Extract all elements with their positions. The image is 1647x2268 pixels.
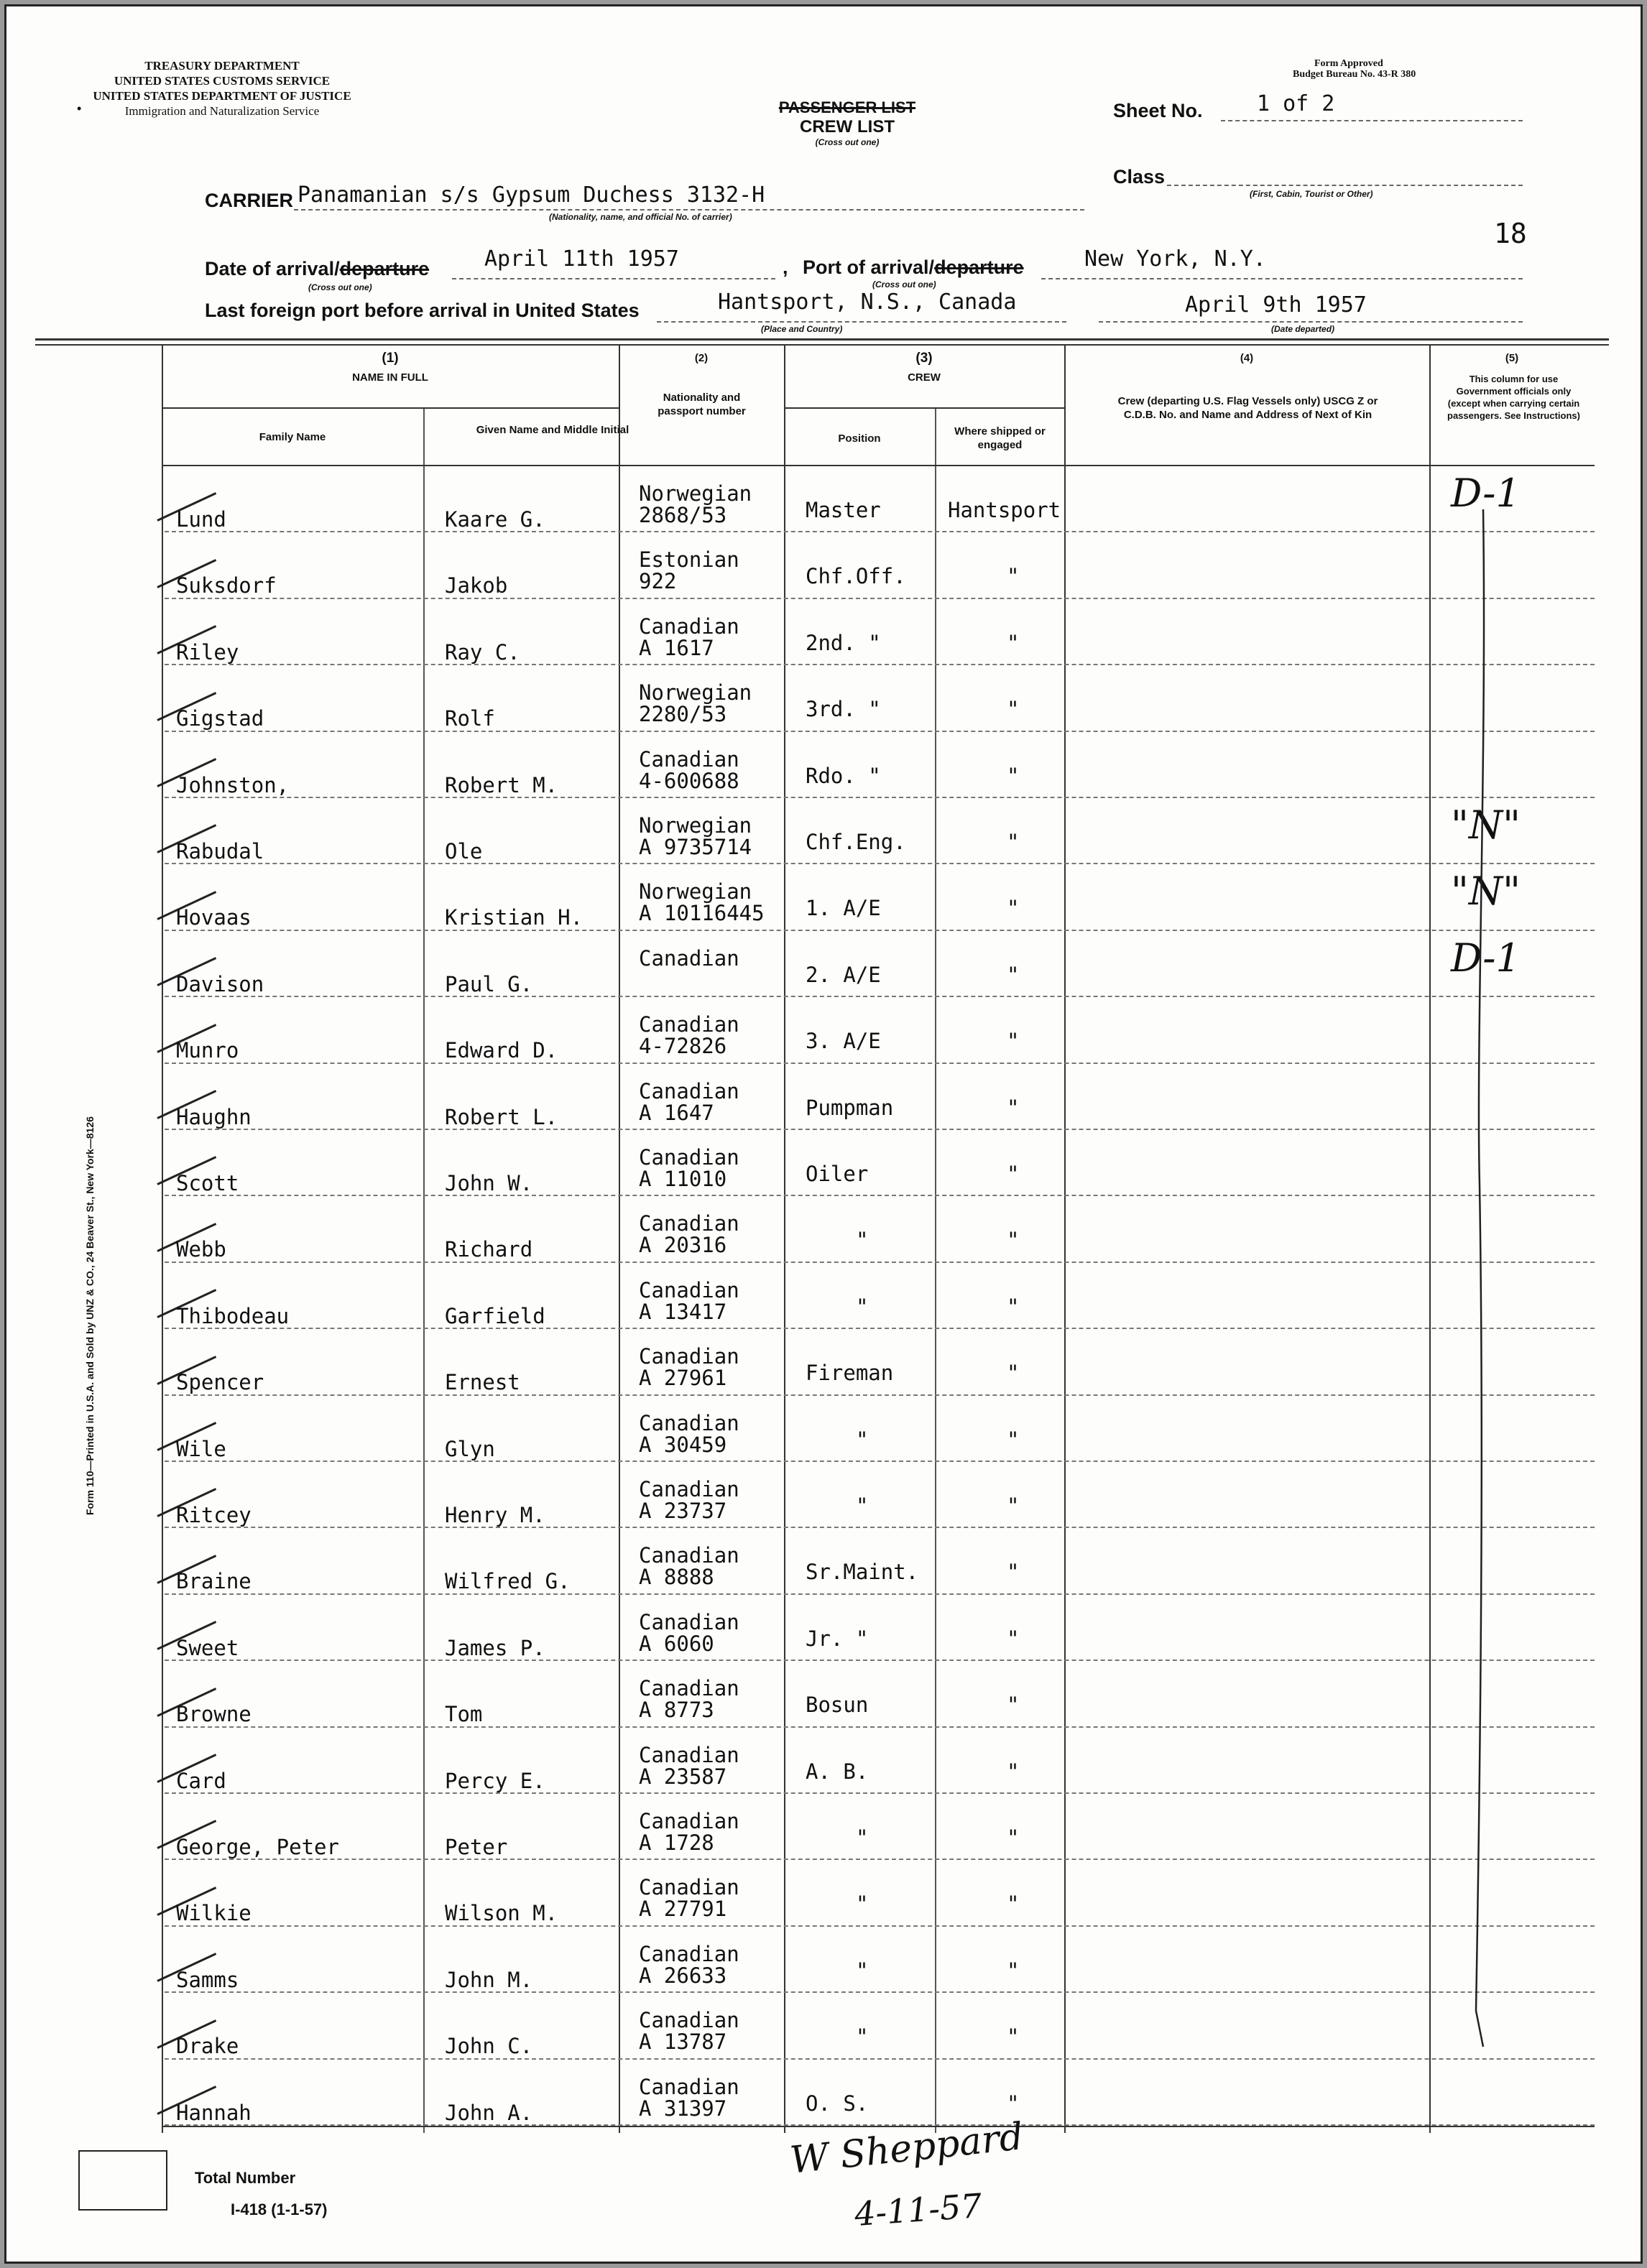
nationality: Canadian bbox=[639, 1676, 739, 1701]
total-number-box bbox=[78, 2150, 167, 2211]
table-row bbox=[6, 1396, 1641, 1462]
gov-mark: "N" bbox=[1451, 802, 1521, 848]
handwritten-signature: W Sheppard bbox=[788, 2115, 1025, 2183]
title-main: CREW LIST bbox=[800, 117, 895, 136]
passport-number: A 1647 bbox=[639, 1100, 714, 1125]
name-header-rule bbox=[162, 407, 619, 409]
agency-line-3: UNITED STATES DEPARTMENT OF JUSTICE bbox=[93, 89, 351, 103]
form-number: I-418 (1-1-57) bbox=[231, 2200, 328, 2218]
arrival-label-text: Date of arrival/ bbox=[205, 258, 340, 279]
col5-num: (5) bbox=[1505, 352, 1519, 364]
position: Bosun bbox=[806, 1693, 869, 1718]
where-shipped: " bbox=[1007, 763, 1020, 788]
passport-number: A 13787 bbox=[639, 2029, 727, 2055]
where-shipped: " bbox=[1007, 1162, 1020, 1186]
nationality: Canadian bbox=[639, 1875, 739, 1900]
table-row bbox=[6, 732, 1641, 798]
table-row bbox=[6, 1927, 1641, 1993]
nationality: Canadian bbox=[639, 1277, 739, 1302]
where-shipped: " bbox=[1007, 1427, 1020, 1452]
where-shipped: Hantsport bbox=[948, 498, 1061, 522]
arrival-label-struck: departure bbox=[339, 258, 430, 279]
page-number: 18 bbox=[1494, 218, 1527, 249]
given-name: James P. bbox=[445, 1635, 545, 1660]
given-name: Glyn bbox=[445, 1436, 495, 1461]
family-name: Hannah bbox=[176, 2100, 252, 2125]
col3-title: CREW bbox=[908, 371, 941, 384]
position: 2. A/E bbox=[806, 962, 881, 987]
nationality: Canadian bbox=[639, 1012, 739, 1037]
form-approved-line-2: Budget Bureau No. 43-R 380 bbox=[1293, 69, 1416, 80]
col3-where-header: Where shipped or engaged bbox=[954, 425, 1046, 451]
carrier-label: CARRIER bbox=[205, 190, 294, 211]
where-shipped: " bbox=[1007, 1693, 1020, 1718]
given-name: Kaare G. bbox=[445, 507, 545, 532]
last-port-value: Hantsport, N.S., Canada bbox=[718, 290, 1017, 315]
position: Pumpman bbox=[806, 1095, 894, 1120]
table-row bbox=[6, 599, 1641, 665]
table-row bbox=[6, 1130, 1641, 1196]
port-label bbox=[803, 256, 1024, 279]
nationality: Canadian bbox=[639, 1078, 739, 1103]
arrival-note: (Cross out one) bbox=[308, 282, 372, 292]
nationality: Norwegian bbox=[639, 879, 752, 904]
nationality: Canadian bbox=[639, 1211, 739, 1236]
passport-number: A 9735714 bbox=[639, 835, 752, 859]
given-name: Ernest bbox=[445, 1370, 520, 1395]
agency-line-1: TREASURY DEPARTMENT bbox=[144, 59, 300, 73]
family-name: Card bbox=[176, 1768, 226, 1793]
family-name: Johnston, bbox=[176, 772, 290, 797]
passport-number: A 13417 bbox=[639, 1299, 727, 1324]
table-row bbox=[6, 864, 1641, 930]
passport-number: A 11010 bbox=[639, 1167, 727, 1191]
given-name: Ray C. bbox=[445, 639, 520, 665]
crew-header-rule bbox=[784, 407, 1064, 409]
passport-number: A 31397 bbox=[639, 2096, 727, 2121]
col5-title: This column for use Government officials only (except when carrying certain passengers. See Instructions) bbox=[1447, 374, 1580, 421]
where-shipped: " bbox=[1007, 1825, 1020, 1850]
agency-header bbox=[78, 58, 366, 119]
passport-number: 2868/53 bbox=[639, 503, 727, 527]
where-shipped: " bbox=[1007, 1892, 1020, 1917]
given-name: Ole bbox=[445, 839, 483, 864]
table-row bbox=[6, 997, 1641, 1063]
nationality: Canadian bbox=[639, 1941, 739, 1966]
position: 1. A/E bbox=[806, 896, 881, 921]
position: " bbox=[856, 1958, 869, 1983]
col1-header bbox=[162, 351, 619, 384]
where-shipped: " bbox=[1007, 1494, 1020, 1518]
family-name: Wile bbox=[176, 1436, 226, 1461]
given-name: Paul G. bbox=[445, 971, 533, 996]
given-name: Percy E. bbox=[445, 1768, 545, 1793]
family-name: George, Peter bbox=[176, 1835, 339, 1859]
where-shipped: " bbox=[1007, 630, 1020, 655]
punch-mark: • bbox=[77, 101, 82, 116]
given-name: Robert M. bbox=[445, 772, 558, 797]
table-row bbox=[6, 1794, 1641, 1860]
given-name: John W. bbox=[445, 1171, 533, 1195]
table-row bbox=[6, 1728, 1641, 1794]
table-row bbox=[6, 1528, 1641, 1594]
form-approved bbox=[1293, 58, 1416, 80]
nationality: Canadian bbox=[639, 2074, 739, 2099]
family-name: Lund bbox=[176, 507, 226, 532]
position: O. S. bbox=[806, 2091, 869, 2116]
position: Master bbox=[806, 498, 881, 522]
position: " bbox=[856, 1892, 869, 1917]
where-shipped: " bbox=[1007, 1095, 1020, 1120]
handwritten-date: 4-11-57 bbox=[853, 2185, 984, 2234]
family-name: Thibodeau bbox=[176, 1303, 290, 1328]
given-name: Tom bbox=[445, 1702, 483, 1727]
family-name: Davison bbox=[176, 971, 264, 996]
nationality: Canadian bbox=[639, 746, 739, 772]
col4-title: Crew (departing U.S. Flag Vessels only) USCG Z or C.D.B. No. and Name and Address of Next of Kin bbox=[1117, 395, 1378, 421]
where-shipped: " bbox=[1007, 564, 1020, 589]
crew-list-document bbox=[4, 4, 1643, 2264]
printer-side-text: Form 110—Printed in U.S.A. and Sold by UNZ & CO., 24 Beaver St., New York—8126 bbox=[84, 1116, 96, 1515]
col1-given-header: Given Name and Middle Initial bbox=[476, 424, 629, 436]
given-name: Edward D. bbox=[445, 1038, 558, 1063]
family-name: Riley bbox=[176, 639, 239, 665]
arrival-date: April 11th 1957 bbox=[484, 246, 679, 272]
total-number-label: Total Number bbox=[195, 2169, 296, 2187]
agency-line-2: UNITED STATES CUSTOMS SERVICE bbox=[114, 74, 331, 88]
passport-number: A 30459 bbox=[639, 1432, 727, 1457]
position: Jr. " bbox=[806, 1626, 869, 1651]
position: Fireman bbox=[806, 1361, 894, 1386]
table-row bbox=[6, 931, 1641, 997]
passport-number: A 20316 bbox=[639, 1233, 727, 1258]
nationality: Canadian bbox=[639, 1809, 739, 1833]
passport-number: A 23737 bbox=[639, 1499, 727, 1523]
family-name: Suksdorf bbox=[176, 573, 277, 598]
where-shipped: " bbox=[1007, 1958, 1020, 1983]
family-name: Drake bbox=[176, 2034, 239, 2059]
given-name: Henry M. bbox=[445, 1503, 545, 1527]
port-label-text: Port of arrival/ bbox=[803, 256, 935, 278]
sheet-line bbox=[1221, 120, 1523, 121]
position: Chf.Eng. bbox=[806, 830, 906, 854]
last-port-label: Last foreign port before arrival in United States bbox=[205, 300, 640, 321]
col2-num: (2) bbox=[694, 352, 709, 364]
position: A. B. bbox=[806, 1759, 869, 1784]
family-name: Gigstad bbox=[176, 706, 264, 731]
passport-number: A 27791 bbox=[639, 1897, 727, 1922]
position: " bbox=[856, 2024, 869, 2050]
col3-num: (3) bbox=[915, 351, 933, 366]
position: Rdo. " bbox=[806, 763, 881, 788]
table-top-rule bbox=[35, 338, 1609, 341]
carrier-value: Panamanian s/s Gypsum Duchess 3132-H bbox=[297, 182, 765, 208]
table-row bbox=[6, 2060, 1641, 2126]
gov-mark: D-1 bbox=[1451, 471, 1521, 516]
passport-number: A 8888 bbox=[639, 1565, 714, 1590]
passport-number: 4-600688 bbox=[639, 768, 739, 793]
passport-number: 2280/53 bbox=[639, 702, 727, 727]
sheet-value: 1 of 2 bbox=[1257, 91, 1335, 116]
position: " bbox=[856, 1294, 869, 1319]
where-shipped: " bbox=[1007, 1029, 1020, 1054]
passport-number: A 1728 bbox=[639, 1830, 714, 1855]
table-row bbox=[6, 1196, 1641, 1262]
where-shipped: " bbox=[1007, 2091, 1020, 2116]
table-top-rule-2 bbox=[35, 344, 1609, 346]
carrier-note: (Nationality, name, and official No. of carrier) bbox=[549, 212, 732, 222]
position: " bbox=[856, 1825, 869, 1850]
nationality: Canadian bbox=[639, 945, 739, 971]
position: " bbox=[856, 1494, 869, 1518]
last-port-note: (Place and Country) bbox=[761, 324, 843, 334]
position: " bbox=[856, 1228, 869, 1253]
family-name: Braine bbox=[176, 1569, 252, 1594]
gov-column-bracket bbox=[1433, 466, 1598, 2133]
nationality: Canadian bbox=[639, 614, 739, 639]
table-row bbox=[6, 1462, 1641, 1528]
where-shipped: " bbox=[1007, 697, 1020, 722]
col3-header bbox=[784, 351, 1064, 384]
family-name: Ritcey bbox=[176, 1503, 252, 1527]
nationality: Canadian bbox=[639, 2008, 739, 2033]
position: Oiler bbox=[806, 1162, 869, 1186]
title-note: (Cross out one) bbox=[815, 137, 880, 147]
family-name: Haughn bbox=[176, 1104, 252, 1129]
passport-number: A 1617 bbox=[639, 635, 714, 660]
given-name: Wilfred G. bbox=[445, 1569, 571, 1594]
where-shipped: " bbox=[1007, 962, 1020, 987]
table-row bbox=[6, 1661, 1641, 1727]
col4-num: (4) bbox=[1240, 352, 1254, 364]
nationality: Norwegian bbox=[639, 481, 752, 506]
row-rule bbox=[165, 2124, 1595, 2126]
class-line bbox=[1167, 185, 1523, 186]
family-name: Samms bbox=[176, 1967, 239, 1992]
family-name: Sweet bbox=[176, 1635, 239, 1660]
position: 2nd. " bbox=[806, 630, 881, 655]
table-row bbox=[6, 798, 1641, 864]
table-row bbox=[6, 1064, 1641, 1130]
table-row bbox=[6, 1860, 1641, 1926]
port-line bbox=[1041, 278, 1523, 279]
passport-number: A 27961 bbox=[639, 1366, 727, 1391]
family-name: Hovaas bbox=[176, 905, 252, 930]
table-row bbox=[6, 1595, 1641, 1661]
given-name: Wilson M. bbox=[445, 1901, 558, 1926]
nationality: Canadian bbox=[639, 1609, 739, 1634]
last-port-date-note: (Date departed) bbox=[1271, 324, 1335, 334]
arrival-comma: , bbox=[783, 256, 788, 278]
where-shipped: " bbox=[1007, 896, 1020, 921]
where-shipped: " bbox=[1007, 1361, 1020, 1386]
family-name: Munro bbox=[176, 1038, 239, 1063]
title-struck: PASSENGER LIST bbox=[778, 98, 916, 116]
given-name: Robert L. bbox=[445, 1104, 558, 1129]
where-shipped: " bbox=[1007, 2024, 1020, 2050]
last-port-line bbox=[657, 321, 1066, 323]
last-port-date: April 9th 1957 bbox=[1185, 292, 1367, 318]
position: Sr.Maint. bbox=[806, 1560, 919, 1585]
passport-number: A 10116445 bbox=[639, 901, 765, 926]
nationality: Norwegian bbox=[639, 680, 752, 705]
nationality: Estonian bbox=[639, 547, 739, 573]
family-name: Wilkie bbox=[176, 1901, 252, 1926]
class-note: (First, Cabin, Tourist or Other) bbox=[1250, 189, 1373, 199]
form-approved-line-1: Form Approved bbox=[1314, 58, 1383, 69]
carrier-line bbox=[294, 209, 1084, 210]
family-name: Rabudal bbox=[176, 839, 264, 864]
sheet-label: Sheet No. bbox=[1113, 100, 1203, 121]
given-name: Rolf bbox=[445, 706, 495, 731]
nationality: Canadian bbox=[639, 1742, 739, 1767]
table-row bbox=[6, 665, 1641, 731]
given-name: Kristian H. bbox=[445, 905, 583, 930]
col2-title: Nationality and passport number bbox=[658, 392, 746, 417]
position: 3. A/E bbox=[806, 1029, 881, 1054]
family-name: Webb bbox=[176, 1237, 226, 1262]
gov-mark: D-1 bbox=[1451, 935, 1521, 981]
given-name: John M. bbox=[445, 1967, 533, 1992]
passport-number: 922 bbox=[639, 569, 677, 594]
given-name: Jakob bbox=[445, 573, 508, 598]
given-name: John C. bbox=[445, 2034, 533, 2059]
nationality: Canadian bbox=[639, 1477, 739, 1501]
position: " bbox=[856, 1427, 869, 1452]
position: 3rd. " bbox=[806, 697, 881, 722]
table-row bbox=[6, 1329, 1641, 1395]
passport-number: A 23587 bbox=[639, 1764, 727, 1789]
last-port-date-line bbox=[1099, 321, 1523, 323]
given-name: John A. bbox=[445, 2100, 533, 2125]
where-shipped: " bbox=[1007, 1759, 1020, 1784]
port-value: New York, N.Y. bbox=[1084, 246, 1266, 272]
form-title bbox=[775, 98, 919, 147]
family-name: Spencer bbox=[176, 1370, 264, 1395]
passport-number: A 26633 bbox=[639, 1963, 727, 1988]
family-name: Scott bbox=[176, 1171, 239, 1195]
given-name: Garfield bbox=[445, 1303, 545, 1328]
class-label: Class bbox=[1113, 166, 1166, 188]
table-row bbox=[6, 532, 1641, 598]
where-shipped: " bbox=[1007, 1294, 1020, 1319]
given-name: Peter bbox=[445, 1835, 508, 1859]
where-shipped: " bbox=[1007, 1560, 1020, 1585]
agency-line-4: Immigration and Naturalization Service bbox=[124, 104, 320, 118]
port-label-struck: departure bbox=[934, 256, 1024, 278]
passport-number: A 6060 bbox=[639, 1631, 714, 1656]
given-name: Richard bbox=[445, 1237, 533, 1262]
table-row bbox=[6, 1263, 1641, 1329]
where-shipped: " bbox=[1007, 1626, 1020, 1651]
nationality: Norwegian bbox=[639, 813, 752, 838]
arrival-label bbox=[205, 258, 429, 280]
port-note: (Cross out one) bbox=[872, 279, 936, 290]
col1-num: (1) bbox=[382, 351, 399, 366]
arrival-line bbox=[452, 278, 775, 279]
nationality: Canadian bbox=[639, 1410, 739, 1435]
table-row bbox=[6, 466, 1641, 532]
col1-family-header: Family Name bbox=[259, 431, 326, 443]
passport-number: 4-72826 bbox=[639, 1034, 727, 1059]
nationality: Canadian bbox=[639, 1543, 739, 1568]
position: Chf.Off. bbox=[806, 564, 906, 589]
where-shipped: " bbox=[1007, 1228, 1020, 1253]
col1-title: NAME IN FULL bbox=[352, 371, 428, 384]
crew-rows bbox=[6, 466, 1641, 2126]
col3-position-header: Position bbox=[838, 432, 881, 445]
where-shipped: " bbox=[1007, 830, 1020, 854]
table-bottom-rule bbox=[162, 2126, 1595, 2127]
passport-number: A 8773 bbox=[639, 1698, 714, 1723]
family-name: Browne bbox=[176, 1702, 252, 1727]
table-row bbox=[6, 1993, 1641, 2059]
nationality: Canadian bbox=[639, 1344, 739, 1369]
nationality: Canadian bbox=[639, 1145, 739, 1170]
gov-mark: "N" bbox=[1451, 869, 1521, 915]
